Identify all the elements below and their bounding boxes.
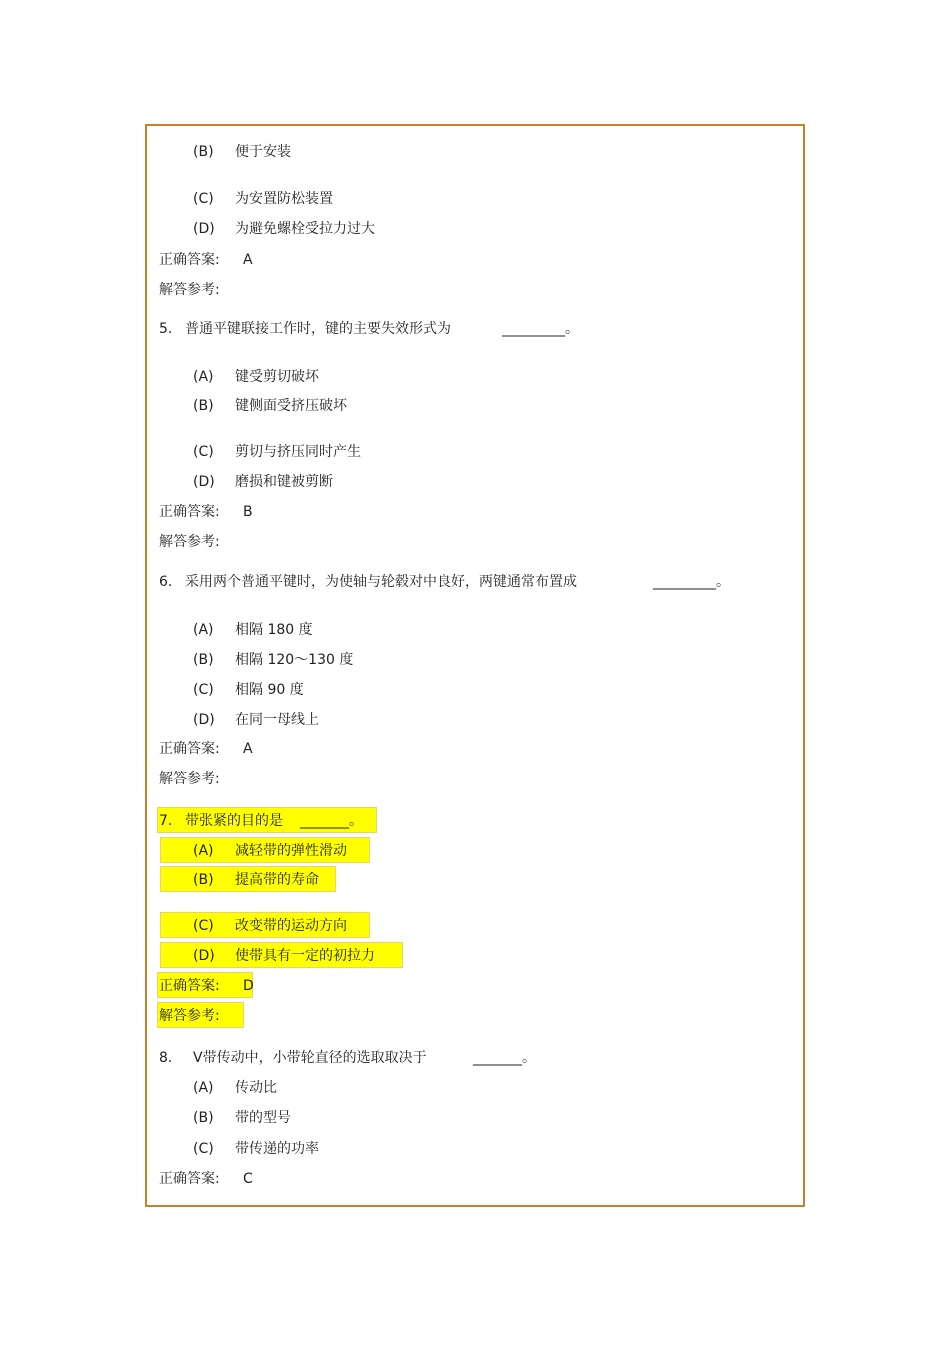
option-letter: (D) bbox=[193, 474, 215, 490]
answer-blank: _________。 bbox=[502, 321, 579, 337]
question-text: V带传动中，小带轮直径的选取取决于 bbox=[193, 1050, 427, 1066]
option-text: 使带具有一定的初拉力 bbox=[235, 948, 375, 964]
reference-label: 解答参考: bbox=[159, 282, 220, 298]
answer-value: C bbox=[243, 1171, 253, 1187]
option-letter: (A) bbox=[193, 843, 214, 859]
option-row bbox=[0, 139, 950, 165]
question-text: 普通平键联接工作时，键的主要失效形式为 bbox=[185, 321, 451, 337]
option-letter: (B) bbox=[193, 144, 214, 160]
answer-value: B bbox=[243, 504, 253, 520]
option-row bbox=[0, 1136, 950, 1162]
reference-label: 解答参考: bbox=[159, 1008, 220, 1024]
answer-row bbox=[0, 499, 950, 525]
question-number: 7. bbox=[159, 813, 173, 829]
option-text: 带传递的功率 bbox=[235, 1141, 319, 1157]
answer-blank: _______。 bbox=[473, 1050, 536, 1066]
answer-label: 正确答案: bbox=[159, 252, 220, 268]
question-number: 8. bbox=[159, 1050, 173, 1066]
option-row bbox=[0, 617, 950, 643]
option-text: 为避免螺栓受拉力过大 bbox=[235, 221, 375, 237]
option-row bbox=[0, 1075, 950, 1101]
option-letter: (B) bbox=[193, 398, 214, 414]
answer-row bbox=[0, 736, 950, 762]
answer-blank: _______。 bbox=[300, 813, 363, 829]
option-row bbox=[0, 913, 950, 939]
option-text: 键侧面受挤压破坏 bbox=[235, 398, 347, 414]
option-text: 改变带的运动方向 bbox=[235, 918, 347, 934]
option-row bbox=[0, 393, 950, 419]
option-row bbox=[0, 647, 950, 673]
question-number: 5. bbox=[159, 321, 173, 337]
option-row bbox=[0, 867, 950, 893]
option-letter: (D) bbox=[193, 948, 215, 964]
answer-value: D bbox=[243, 978, 254, 994]
answer-label: 正确答案: bbox=[159, 978, 220, 994]
question-row bbox=[0, 1045, 950, 1071]
option-text: 减轻带的弹性滑动 bbox=[235, 843, 347, 859]
answer-row bbox=[0, 1166, 950, 1192]
option-text: 提高带的寿命 bbox=[235, 872, 319, 888]
option-text: 磨损和键被剪断 bbox=[235, 474, 333, 490]
option-row bbox=[0, 1105, 950, 1131]
option-row bbox=[0, 186, 950, 212]
option-text: 剪切与挤压同时产生 bbox=[235, 444, 361, 460]
reference-row bbox=[0, 766, 950, 792]
option-letter: (C) bbox=[193, 918, 214, 934]
option-text: 相隔 180 度 bbox=[235, 622, 313, 638]
option-text: 相隔 120～130 度 bbox=[235, 652, 354, 668]
question-number: 6. bbox=[159, 574, 173, 590]
option-text: 相隔 90 度 bbox=[235, 682, 304, 698]
option-letter: (B) bbox=[193, 872, 214, 888]
reference-row bbox=[0, 529, 950, 555]
option-letter: (C) bbox=[193, 1141, 214, 1157]
option-letter: (B) bbox=[193, 1110, 214, 1126]
option-letter: (A) bbox=[193, 622, 214, 638]
answer-label: 正确答案: bbox=[159, 1171, 220, 1187]
question-row bbox=[0, 569, 950, 595]
option-letter: (D) bbox=[193, 221, 215, 237]
answer-label: 正确答案: bbox=[159, 741, 220, 757]
option-letter: (B) bbox=[193, 652, 214, 668]
option-row bbox=[0, 838, 950, 864]
option-text: 便于安装 bbox=[235, 144, 291, 160]
option-text: 带的型号 bbox=[235, 1110, 291, 1126]
option-text: 为安置防松装置 bbox=[235, 191, 333, 207]
option-row bbox=[0, 364, 950, 390]
option-row bbox=[0, 469, 950, 495]
question-text: 采用两个普通平键时，为使轴与轮毂对中良好，两键通常布置成 bbox=[185, 574, 577, 590]
reference-label: 解答参考: bbox=[159, 771, 220, 787]
option-row bbox=[0, 943, 950, 969]
option-letter: (C) bbox=[193, 191, 214, 207]
answer-value: A bbox=[243, 741, 253, 757]
answer-row bbox=[0, 973, 950, 999]
answer-label: 正确答案: bbox=[159, 504, 220, 520]
option-text: 传动比 bbox=[235, 1080, 277, 1096]
option-row bbox=[0, 707, 950, 733]
option-letter: (C) bbox=[193, 682, 214, 698]
option-row bbox=[0, 677, 950, 703]
answer-value: A bbox=[243, 252, 253, 268]
answer-blank: _________。 bbox=[653, 574, 730, 590]
option-row bbox=[0, 216, 950, 242]
option-text: 键受剪切破坏 bbox=[235, 369, 319, 385]
question-text: 带张紧的目的是 bbox=[185, 813, 283, 829]
reference-row bbox=[0, 1003, 950, 1029]
option-row bbox=[0, 439, 950, 465]
question-row bbox=[0, 808, 950, 834]
question-row bbox=[0, 316, 950, 342]
option-letter: (C) bbox=[193, 444, 214, 460]
option-letter: (D) bbox=[193, 712, 215, 728]
reference-label: 解答参考: bbox=[159, 534, 220, 550]
option-letter: (A) bbox=[193, 369, 214, 385]
answer-row bbox=[0, 247, 950, 273]
reference-row bbox=[0, 277, 950, 303]
option-text: 在同一母线上 bbox=[235, 712, 319, 728]
option-letter: (A) bbox=[193, 1080, 214, 1096]
